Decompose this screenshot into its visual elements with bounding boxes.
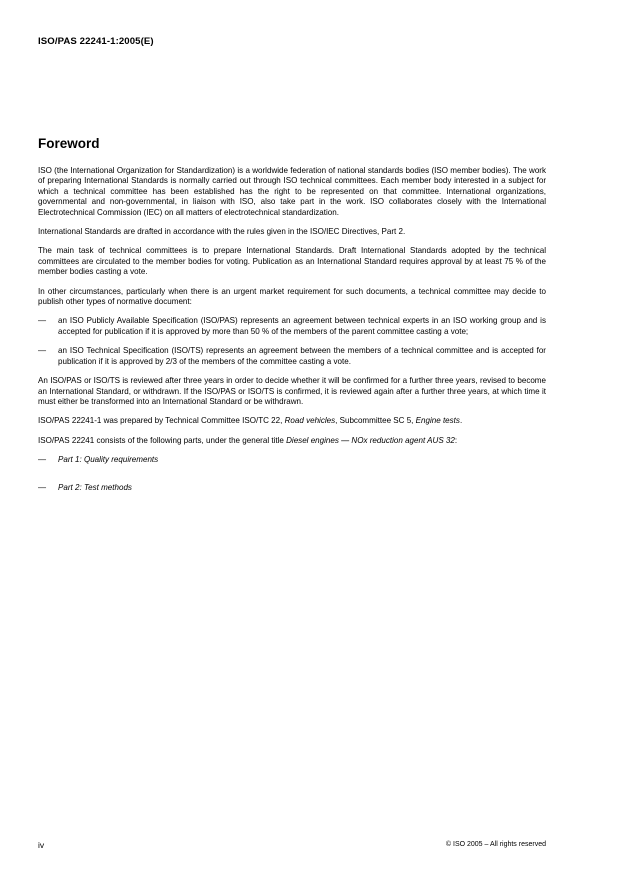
parts-intro-prefix: ISO/PAS 22241 consists of the following parts, under the general title: [38, 435, 287, 445]
section-title: Foreword: [38, 136, 100, 151]
foreword-body: [38, 166, 546, 510]
dash-marker: —: [38, 482, 47, 492]
prepared-middle: , Subcommittee SC 5,: [335, 416, 416, 426]
page-number: iv: [38, 840, 45, 850]
paragraph-iso-intro: ISO (the International Organization for Standardization) is a worldwide federation of national standards bodies (ISO member bodies). The work of preparing International Standards is normally carried out through ISO technical committees. Each member body interested in a subject for which a technical committee has been established has the right to be represented on that committee. International organizations, governmental and non-governmental, in liaison with ISO, also take part in the work. ISO collaborates closely with the International Electrotechnical Commission (IEC) on all matters of electrotechnical standardization.: [38, 166, 546, 217]
list-item-pas: [38, 316, 546, 337]
list-item-part-2: [38, 483, 546, 493]
document-identifier: ISO/PAS 22241-1:2005(E): [38, 36, 154, 47]
paragraph-directives: International Standards are drafted in accordance with the rules given in the ISO/IEC Directives, Part 2.: [38, 227, 406, 237]
paragraph-prepared-by: [38, 416, 546, 426]
paragraph-review: An ISO/PAS or ISO/TS is reviewed after three years in order to decide whether it will be confirmed for a further three years, revised to become an International Standard, or withdrawn. If the ISO/PAS or ISO/TS is confirmed, it is reviewed again after a further three years, at which time it must either be transformed into an International Standard or be withdrawn.: [38, 376, 546, 406]
prepared-prefix: ISO/PAS 22241-1 was prepared by Technical Committee ISO/TC 22,: [38, 416, 285, 426]
general-title: Diesel engines — NOx reduction agent AUS 32: [286, 435, 455, 445]
parts-list: [38, 455, 546, 493]
copyright-notice: © ISO 2005 – All rights reserved: [445, 841, 546, 848]
parts-intro-suffix: :: [454, 435, 458, 445]
dash-marker: —: [38, 455, 47, 465]
list-item-ts: [38, 346, 546, 367]
part-title: Part 2: Test methods: [58, 482, 132, 492]
paragraph-other-circumstances: In other circumstances, particularly when there is an urgent market requirement for such documents, a technical committee may decide to publish other types of normative document:: [38, 286, 546, 307]
list-item-text: an ISO Technical Specification (ISO/TS) represents an agreement between the members of a technical committee and is accepted for publication if it is approved by 2/3 of the members of the committee casting a vote.: [58, 346, 546, 366]
dash-marker: —: [38, 316, 47, 326]
dash-marker: —: [38, 346, 47, 356]
subcommittee-name: Engine tests: [415, 416, 460, 426]
prepared-suffix: .: [459, 416, 463, 426]
committee-name: Road vehicles: [284, 416, 336, 426]
part-title: Part 1: Quality requirements: [58, 455, 159, 465]
paragraph-main-task: The main task of technical committees is to prepare International Standards. Draft International Standards adopted by the technical committees are circulated to the member bodies for voting. Publication as an International Standard requires approval by at least 75 % of the member bodies casting a vote.: [38, 246, 546, 277]
paragraph-parts-intro: [38, 436, 546, 446]
list-item-text: an ISO Publicly Available Specification (ISO/PAS) represents an agreement between technical experts in an ISO working group and is accepted for publication if it is approved by more than 50 % of the members of the parent committee casting a vote;: [58, 316, 546, 336]
list-item-part-1: [38, 455, 546, 465]
